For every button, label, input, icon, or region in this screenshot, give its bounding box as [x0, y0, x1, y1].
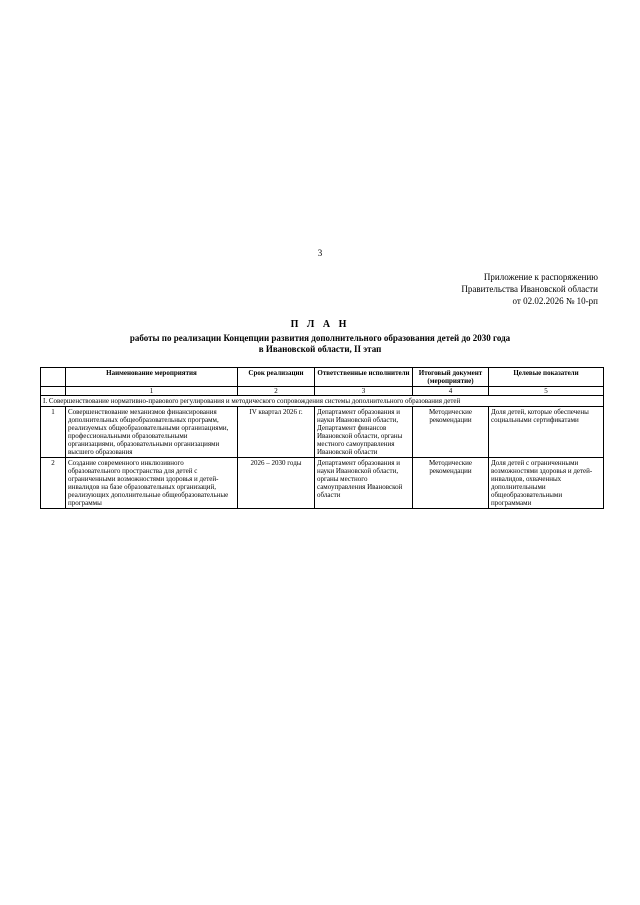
title-line-2: работы по реализации Концепции развития дополнительного образования детей до 2030 года: [129, 333, 511, 343]
header-executors: Ответственные исполнители: [315, 368, 413, 387]
row-num: 1: [41, 407, 66, 458]
document-title: [40, 319, 600, 355]
row-num: 2: [41, 458, 66, 509]
appendix-note: [461, 271, 598, 307]
col-number: 2: [238, 387, 315, 396]
plan-table: [40, 367, 604, 509]
header-name: Наименование мероприятия: [66, 368, 238, 387]
title-main: П Л А Н: [290, 319, 350, 330]
col-number: 4: [413, 387, 489, 396]
row-indicators: Доля детей с ограниченными возможностями здоровья и детей-инвалидов, охваченных дополнительными общеобразовательными программами: [489, 458, 604, 509]
col-number: 5: [489, 387, 604, 396]
col-number: 1: [66, 387, 238, 396]
table-header-row: [41, 368, 604, 387]
header-document: Итоговый документ (мероприятие): [413, 368, 489, 387]
row-document: Методические рекомендации: [413, 458, 489, 509]
row-document: Методические рекомендации: [413, 407, 489, 458]
title-line-3: в Ивановской области, II этап: [258, 344, 382, 354]
header-indicators: Целевые показатели: [489, 368, 604, 387]
table-row: [41, 407, 604, 458]
row-term: 2026 – 2030 годы: [238, 458, 315, 509]
row-indicators: Доля детей, которые обеспечены социальными сертификатами: [489, 407, 604, 458]
header-num: [41, 368, 66, 387]
col-number: [41, 387, 66, 396]
section-title: I. Совершенствование нормативно-правового регулирования и методического сопровождения системы дополнительного образования детей: [41, 396, 604, 407]
row-term: IV квартал 2026 г.: [238, 407, 315, 458]
header-term: Срок реализации: [238, 368, 315, 387]
row-name: Создание современного инклюзивного образовательного пространства для детей с ограниченными возможностями здоровья и детей-инвалидов на базе образовательных организаций, реализующих дополнительные общеобразовательные программы: [66, 458, 238, 509]
row-executors: Департамент образования и науки Ивановской области, Департамент финансов Ивановской области, органы местного самоуправления Ивановской области: [315, 407, 413, 458]
row-executors: Департамент образования и науки Ивановской области, органы местного самоуправления Ивановской области: [315, 458, 413, 509]
appendix-line-3: от 02.02.2026 № 10-рп: [512, 296, 598, 306]
section-row: [41, 396, 604, 407]
col-number: 3: [315, 387, 413, 396]
appendix-line-2: Правительства Ивановской области: [461, 284, 598, 294]
page-number: 3: [317, 248, 323, 258]
row-name: Совершенствование механизмов финансирования дополнительных общеобразовательных программ, реализуемых общеобразовательными организациями, профессиональными образовательными организациями, образовательными организациями высшего образования: [66, 407, 238, 458]
appendix-line-1: Приложение к распоряжению: [483, 272, 598, 282]
table-row: [41, 458, 604, 509]
column-number-row: [41, 387, 604, 396]
